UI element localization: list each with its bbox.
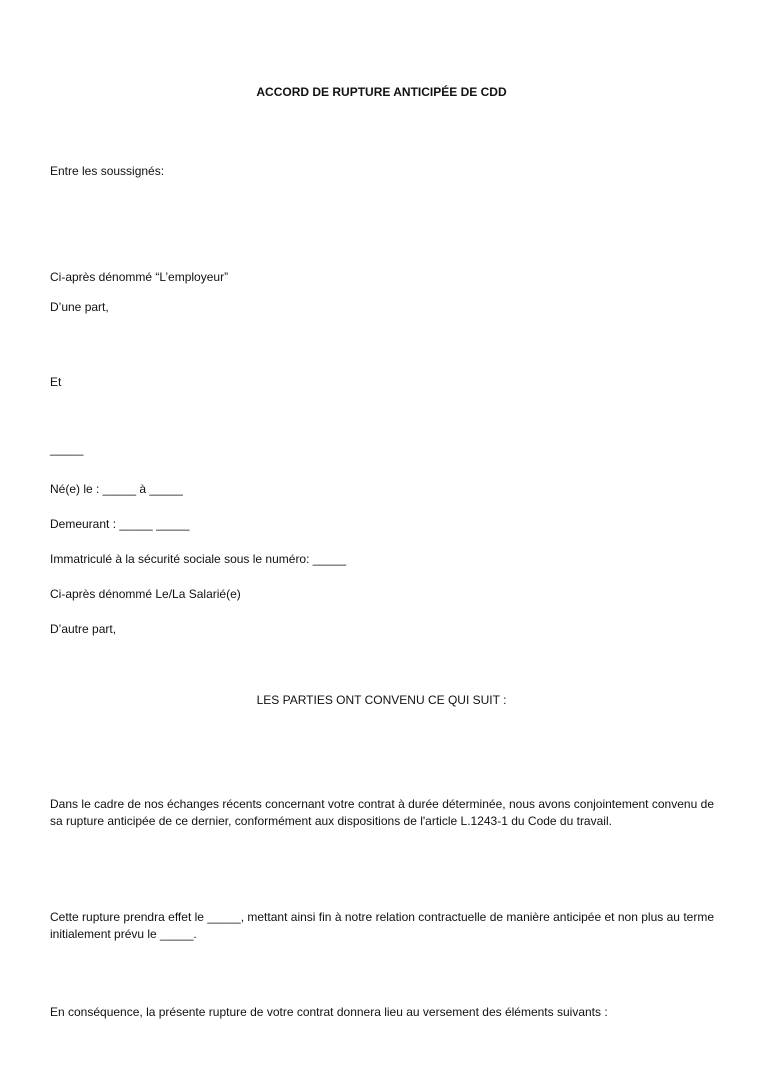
paragraph-effective-date: Cette rupture prendra effet le _____, mettant ainsi fin à notre relation contractuelle de manière anticipée et non plus au terme initialement prévu le _____. <box>50 910 714 941</box>
parties-intro: Entre les soussignés: <box>50 164 165 178</box>
employer-designation: Ci-après dénommé “L’employeur” <box>50 270 229 284</box>
document-title: ACCORD DE RUPTURE ANTICIPÉE DE CDD <box>256 85 507 99</box>
and-label: Et <box>50 375 62 389</box>
address-line: Demeurant : _____ _____ <box>50 517 190 531</box>
birth-details-line: Né(e) le : _____ à _____ <box>50 482 183 496</box>
employee-name-field: _____ <box>50 442 84 456</box>
paragraph-contract-termination: Dans le cadre de nos échanges récents concernant votre contrat à durée déterminée, nous avons conjointement convenu de sa rupture anticipée de ce dernier, conformément aux dispositions de l'article L.1243-1 du Code du travail. <box>50 797 714 828</box>
employee-designation: Ci-après dénommé Le/La Salarié(e) <box>50 587 241 601</box>
social-security-line: Immatriculé à la sécurité sociale sous le numéro: _____ <box>50 552 347 566</box>
first-party-label: D’une part, <box>50 300 109 314</box>
paragraph-payments: En conséquence, la présente rupture de votre contrat donnera lieu au versement des éléments suivants : <box>50 1005 608 1019</box>
agreement-heading: LES PARTIES ONT CONVENU CE QUI SUIT : <box>256 693 507 707</box>
second-party-label: D’autre part, <box>50 622 117 636</box>
